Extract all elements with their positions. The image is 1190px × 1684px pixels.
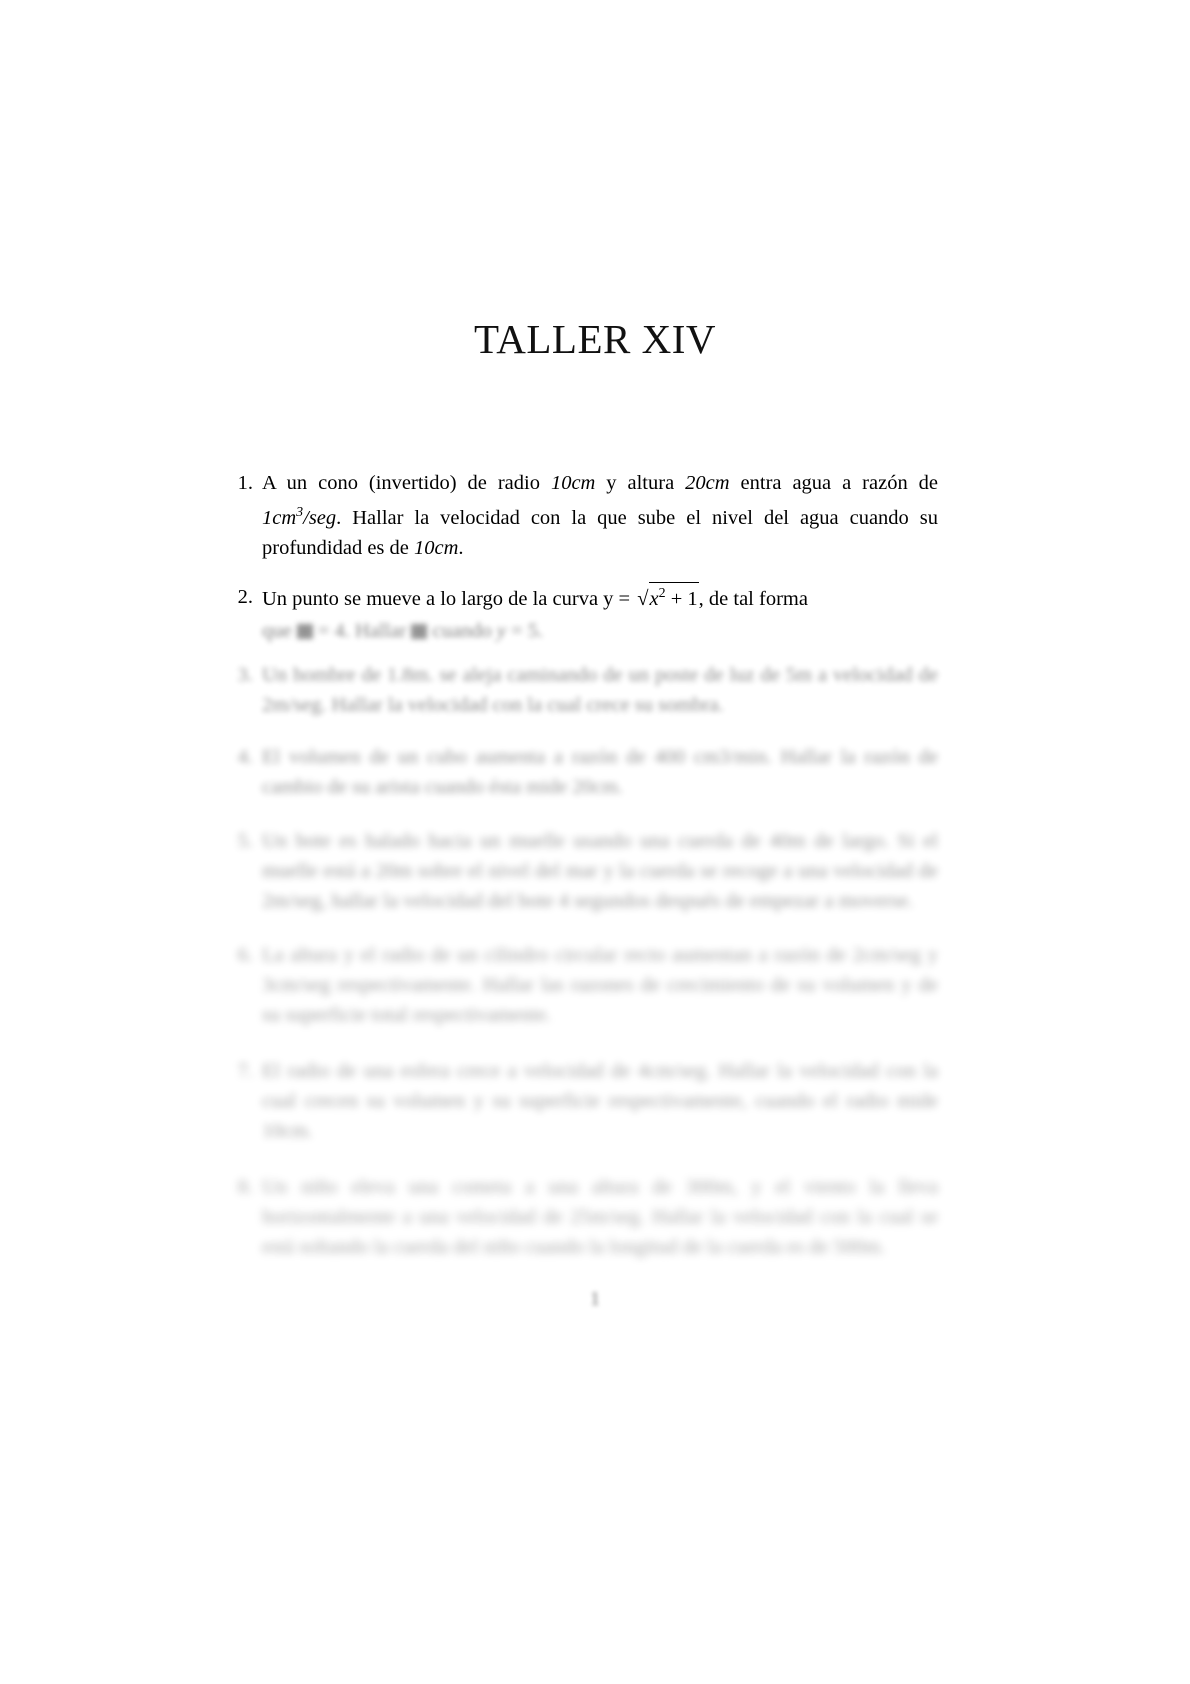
item-text-line1-end: , de tal forma [698,587,808,610]
list-item [228,1056,938,1146]
item-number: 8. [237,1175,253,1198]
list-item [228,826,938,916]
list-item [228,468,938,563]
item-text-c: entra agua a razón de [729,472,939,494]
item-text-line1: Un punto se mueve a lo largo de la curva y = [262,587,636,610]
item-number: 2. [237,585,253,608]
item-text: El radio de una esfera crece a velocidad de 4cm/seg. Hallar la velocidad con la cual crecen su volumen y su superficie respectivamente, cuando el radio mide 10cm. [262,1059,938,1142]
item-text: El volumen de un cubo aumenta a razón de 400 cm3/min. Hallar la razón de cambio de su arista cuando ésta mide 20cm. [262,745,938,798]
item-value-depth: 10cm [414,536,459,559]
item-text-e: . [458,536,464,559]
page-number: 1 [590,1288,600,1310]
item-text [262,582,938,646]
item-text: Un bote es halado hacia un muelle usando una cuerda de 40m de largo. Si el muelle está a 20m sobre el nivel del mar y la cuerda se recoge a una velocidad de 2m/seg, hallar la velocidad del bote 4 segundos después de empezar a moverse. [262,829,938,912]
item-number: 6. [237,943,253,966]
page-title: TALLER XIV [474,316,716,362]
redacted-block [297,624,313,639]
item-text: Un hombre de 1.8m. se aleja caminando de un poste de luz de 5m a velocidad de 2m/seg. Hallar la velocidad con la cual crece su sombra. [262,663,938,716]
item-text: Un niño eleva una cometa a una altura de 300m, y el viento la lleva horizontalmente a una velocidad de 25m/seg. Hallar la velocidad con la cual se está soltando la cuerda del niño cuando la longitud de la cuerda es de 500m. [262,1175,938,1258]
item-number: 1. [237,472,253,494]
formula-sqrt: $√x^2 + 1$ [635,582,698,614]
item-value-height: 20cm [685,472,730,494]
list-item [228,742,938,802]
item-value-radius: 10cm [550,472,596,494]
list-item [228,582,938,646]
item-text-d: . Hallar la velocidad con la que sube el nivel del agua cuando su profundidad es de [262,506,938,559]
list-item [228,940,938,1030]
redacted-block [411,624,427,639]
item-number: 7. [237,1059,253,1082]
list-item [228,1172,938,1262]
list-item [228,660,938,720]
item-text-b: y altura [595,472,686,494]
item-text: La altura y el radio de un cilindro circular recto aumentan a razón de 2cm/seg y 3cm/seg respectivamente. Hallar las razones de crecimiento de su volumen y de su superficie total respectivamente. [262,943,938,1026]
item-value-rate: $1cm^3$/seg [262,505,337,529]
item-number: 3. [237,663,253,686]
item-text [262,468,938,563]
item-number: 5. [237,829,253,852]
item-number: 4. [237,745,253,768]
item-text-line2: que = 4. Hallar cuando y = 5. [262,619,544,642]
exercise-list [228,468,938,1281]
item-text-a: A un cono (invertido) de radio [262,472,551,494]
